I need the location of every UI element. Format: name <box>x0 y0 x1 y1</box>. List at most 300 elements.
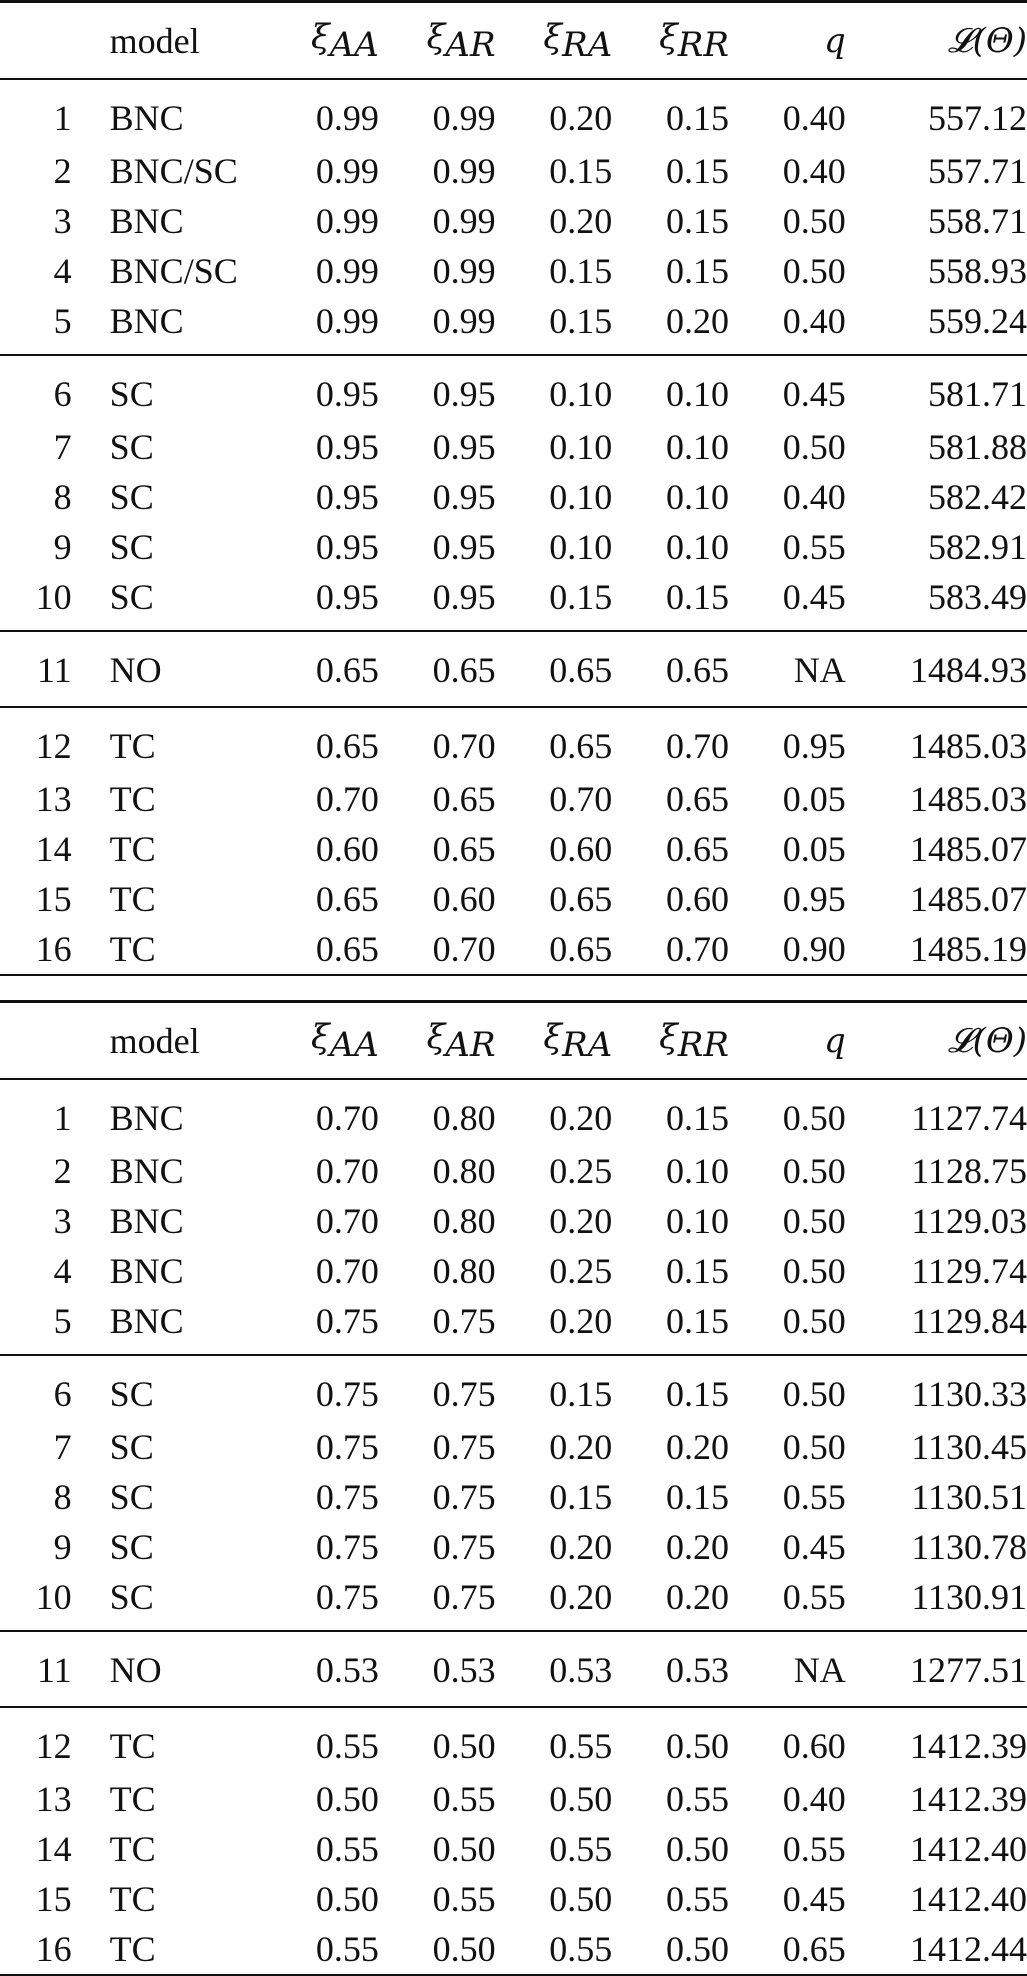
likelihood-column-header <box>846 1002 1027 1080</box>
xi-ar-cell: 0.75 <box>379 1296 496 1355</box>
xi-subscript: RR <box>677 1025 729 1066</box>
q-cell: 0.50 <box>782 1098 846 1139</box>
xi-rr-cell: 0.70 <box>666 726 729 767</box>
q-cell: 0.90 <box>729 924 846 975</box>
xi-rr-cell: 0.20 <box>612 1572 729 1631</box>
row-index-cell: 11 <box>0 1631 72 1707</box>
row-index-cell: 13 <box>35 1779 72 1820</box>
likelihood-cell: 1485.19 <box>846 924 1027 975</box>
xi-ar-cell: 0.95 <box>379 572 496 631</box>
xi-ar-cell: 0.55 <box>432 1779 496 1820</box>
xi-rr-column-header <box>612 2 729 80</box>
table-header-row <box>0 1002 1027 1080</box>
xi-aa-cell: 0.55 <box>315 1829 379 1870</box>
xi-ar-cell: 0.80 <box>432 1098 496 1139</box>
xi-symbol: ξ <box>311 17 330 57</box>
xi-ar-cell: 0.50 <box>432 1829 496 1870</box>
xi-symbol: ξ <box>543 17 563 57</box>
xi-aa-cell: 0.95 <box>315 427 379 468</box>
xi-subscript: AA <box>329 1025 379 1066</box>
xi-aa-cell: 0.75 <box>292 1296 379 1355</box>
model-cell: SC <box>109 427 154 468</box>
xi-ra-cell: 0.20 <box>496 1572 613 1631</box>
likelihood-cell: 557.12 <box>928 98 1027 139</box>
xi-aa-cell: 0.95 <box>315 477 379 518</box>
xi-aa-cell: 0.65 <box>292 924 379 975</box>
q-cell: 0.45 <box>782 1527 846 1568</box>
q-cell: 0.45 <box>729 572 846 631</box>
table-row <box>0 522 1027 572</box>
likelihood-cell: 1130.51 <box>911 1477 1027 1518</box>
xi-ra-cell: 0.10 <box>549 374 613 415</box>
model-cell: NO <box>72 1631 292 1707</box>
table-row <box>0 196 1027 246</box>
xi-rr-cell: 0.10 <box>666 427 729 468</box>
xi-ra-cell: 0.20 <box>549 1201 613 1242</box>
xi-rr-cell: 0.15 <box>666 251 729 292</box>
xi-rr-cell: 0.10 <box>666 477 729 518</box>
model-column-header: model <box>72 2 292 80</box>
q-cell: 0.50 <box>782 1374 846 1415</box>
xi-rr-cell: 0.50 <box>666 1726 729 1767</box>
xi-symbol: ξ <box>426 1017 446 1057</box>
likelihood-cell: 1127.74 <box>911 1098 1027 1139</box>
xi-symbol: ξ <box>311 1017 330 1057</box>
table-row <box>0 631 1027 707</box>
model-cell: BNC <box>109 1098 184 1139</box>
xi-ar-cell: 0.65 <box>432 779 496 820</box>
q-symbol: q <box>823 1021 846 1062</box>
likelihood-cell: 557.71 <box>928 151 1027 192</box>
xi-ar-cell: 0.95 <box>432 427 496 468</box>
model-column-header: model <box>72 1002 292 1080</box>
xi-ra-cell: 0.20 <box>549 1427 613 1468</box>
q-cell: 0.40 <box>729 296 846 355</box>
likelihood-cell: 581.71 <box>928 374 1027 415</box>
xi-ra-cell: 0.20 <box>549 1527 613 1568</box>
xi-rr-cell: 0.10 <box>666 1151 729 1192</box>
model-cell: SC <box>109 477 154 518</box>
table-row <box>0 1196 1027 1246</box>
q-cell: 0.05 <box>782 829 846 870</box>
model-cell: SC <box>72 1572 292 1631</box>
xi-aa-cell: 0.99 <box>292 296 379 355</box>
xi-rr-cell: 0.10 <box>666 1201 729 1242</box>
model-cell: TC <box>109 779 156 820</box>
row-index-cell: 5 <box>0 296 72 355</box>
table-row <box>0 874 1027 924</box>
model-cell: SC <box>109 1527 154 1568</box>
xi-ra-cell: 0.65 <box>549 726 613 767</box>
table-row <box>0 355 1027 422</box>
row-index-cell: 4 <box>53 251 72 292</box>
table-row <box>0 1422 1027 1472</box>
row-index-cell: 15 <box>35 879 72 920</box>
xi-ra-cell: 0.15 <box>549 251 613 292</box>
likelihood-cell: 1485.03 <box>910 779 1027 820</box>
table-row <box>0 1774 1027 1824</box>
q-cell: 0.50 <box>782 251 846 292</box>
likelihood-symbol: 𝓛(Θ) <box>947 1021 1027 1062</box>
xi-ar-cell: 0.65 <box>379 631 496 707</box>
row-index-cell: 7 <box>53 427 72 468</box>
xi-symbol: ξ <box>659 1017 678 1057</box>
xi-ra-cell: 0.15 <box>549 1477 613 1518</box>
xi-ra-cell: 0.50 <box>549 1879 613 1920</box>
q-cell: 0.65 <box>729 1924 846 1975</box>
xi-ar-cell: 0.75 <box>432 1527 496 1568</box>
row-index-cell: 8 <box>53 477 72 518</box>
table-row <box>0 1522 1027 1572</box>
likelihood-cell: 1129.84 <box>846 1296 1027 1355</box>
xi-ar-cell: 0.50 <box>379 1924 496 1975</box>
table-row <box>0 1572 1027 1631</box>
xi-aa-cell: 0.65 <box>315 726 379 767</box>
likelihood-cell: 1412.39 <box>910 1726 1027 1767</box>
xi-ra-cell: 0.20 <box>549 1098 613 1139</box>
xi-aa-cell: 0.75 <box>292 1572 379 1631</box>
model-cell: BNC/SC <box>109 251 238 292</box>
xi-ra-cell: 0.15 <box>496 296 613 355</box>
xi-ar-cell: 0.70 <box>432 726 496 767</box>
row-index-cell: 11 <box>0 631 72 707</box>
xi-ra-cell: 0.20 <box>496 1296 613 1355</box>
xi-rr-cell: 0.65 <box>666 779 729 820</box>
table-row <box>0 824 1027 874</box>
model-cell: TC <box>72 1924 292 1975</box>
likelihood-cell: 1412.40 <box>910 1879 1027 1920</box>
xi-ra-column-header <box>496 1002 613 1080</box>
xi-ra-cell: 0.55 <box>496 1924 613 1975</box>
table-row <box>0 707 1027 774</box>
model-cell: SC <box>109 1477 154 1518</box>
likelihood-cell: 558.71 <box>928 201 1027 242</box>
xi-ra-cell: 0.25 <box>549 1151 613 1192</box>
xi-ra-column-header <box>496 2 613 80</box>
table-row <box>0 472 1027 522</box>
q-cell: 0.50 <box>782 201 846 242</box>
xi-rr-cell: 0.15 <box>666 1374 729 1415</box>
model-cell: BNC <box>72 1296 292 1355</box>
xi-ar-column-header <box>379 1002 496 1080</box>
xi-aa-cell: 0.99 <box>315 251 379 292</box>
xi-ar-cell: 0.80 <box>432 1151 496 1192</box>
table-row <box>0 1707 1027 1774</box>
q-cell: 0.55 <box>782 1829 846 1870</box>
q-cell: 0.40 <box>782 98 846 139</box>
q-cell: 0.50 <box>782 1251 846 1292</box>
xi-aa-cell: 0.60 <box>315 829 379 870</box>
q-cell: 0.55 <box>782 527 846 568</box>
xi-ar-cell: 0.95 <box>432 527 496 568</box>
model-cell: TC <box>109 1829 156 1870</box>
xi-rr-column-header <box>612 1002 729 1080</box>
xi-subscript: AA <box>329 25 379 66</box>
likelihood-cell: 1484.93 <box>846 631 1027 707</box>
xi-ar-cell: 0.80 <box>432 1201 496 1242</box>
xi-aa-cell: 0.99 <box>315 151 379 192</box>
table-row <box>0 572 1027 631</box>
xi-ar-cell: 0.80 <box>432 1251 496 1292</box>
model-cell: TC <box>109 1726 156 1767</box>
row-index-cell: 5 <box>0 1296 72 1355</box>
xi-ar-cell: 0.95 <box>432 374 496 415</box>
likelihood-cell: 582.42 <box>928 477 1027 518</box>
q-cell: 0.45 <box>782 1879 846 1920</box>
xi-aa-cell: 0.53 <box>292 1631 379 1707</box>
model-cell: BNC <box>109 1201 184 1242</box>
results-table-2 <box>0 1000 1027 1976</box>
likelihood-cell: 1485.07 <box>910 879 1027 920</box>
model-cell: SC <box>109 374 154 415</box>
model-cell: BNC/SC <box>109 151 238 192</box>
xi-aa-cell: 0.95 <box>315 374 379 415</box>
xi-rr-cell: 0.15 <box>666 1098 729 1139</box>
model-cell: SC <box>109 1374 154 1415</box>
likelihood-symbol: 𝓛(Θ) <box>947 21 1027 62</box>
xi-rr-cell: 0.15 <box>612 572 729 631</box>
xi-ra-cell: 0.55 <box>549 1829 613 1870</box>
likelihood-cell: 1129.74 <box>911 1251 1027 1292</box>
q-cell: 0.50 <box>782 427 846 468</box>
results-table-1 <box>0 0 1027 976</box>
xi-aa-cell: 0.95 <box>292 572 379 631</box>
row-index-cell: 3 <box>53 201 72 242</box>
index-column-header <box>0 1002 72 1080</box>
xi-aa-cell: 0.75 <box>315 1374 379 1415</box>
table-row <box>0 246 1027 296</box>
xi-ra-cell: 0.20 <box>549 201 613 242</box>
row-index-cell: 10 <box>0 1572 72 1631</box>
xi-rr-cell: 0.20 <box>612 296 729 355</box>
likelihood-cell: 558.93 <box>928 251 1027 292</box>
xi-aa-cell: 0.55 <box>315 1726 379 1767</box>
xi-aa-cell: 0.70 <box>315 1098 379 1139</box>
xi-rr-cell: 0.53 <box>612 1631 729 1707</box>
row-index-cell: 6 <box>53 374 72 415</box>
xi-ar-cell: 0.99 <box>432 251 496 292</box>
model-cell: TC <box>109 1879 156 1920</box>
model-cell: BNC <box>109 201 184 242</box>
xi-rr-cell: 0.20 <box>666 1427 729 1468</box>
likelihood-cell: 559.24 <box>846 296 1027 355</box>
row-index-cell: 16 <box>0 924 72 975</box>
likelihood-cell: 1130.91 <box>846 1572 1027 1631</box>
q-column-header <box>729 2 846 80</box>
xi-ra-cell: 0.25 <box>549 1251 613 1292</box>
xi-ar-cell: 0.75 <box>379 1572 496 1631</box>
xi-subscript: RA <box>562 1025 613 1066</box>
xi-ra-cell: 0.70 <box>549 779 613 820</box>
xi-aa-cell: 0.65 <box>292 631 379 707</box>
model-cell: BNC <box>109 1251 184 1292</box>
q-cell: 0.55 <box>729 1572 846 1631</box>
xi-ar-cell: 0.99 <box>432 151 496 192</box>
xi-ar-cell: 0.75 <box>432 1477 496 1518</box>
row-index-cell: 2 <box>53 1151 72 1192</box>
xi-ar-cell: 0.99 <box>379 296 496 355</box>
model-cell: TC <box>72 924 292 975</box>
xi-symbol: ξ <box>659 17 678 57</box>
xi-aa-column-header <box>292 1002 379 1080</box>
likelihood-cell: 583.49 <box>846 572 1027 631</box>
xi-rr-cell: 0.50 <box>612 1924 729 1975</box>
row-index-cell: 15 <box>35 1879 72 1920</box>
table-row <box>0 1246 1027 1296</box>
q-cell: 0.50 <box>729 1296 846 1355</box>
xi-ra-cell: 0.10 <box>549 527 613 568</box>
xi-ra-cell: 0.60 <box>549 829 613 870</box>
model-cell: BNC <box>109 1151 184 1192</box>
xi-ar-cell: 0.60 <box>432 879 496 920</box>
xi-rr-cell: 0.65 <box>666 829 729 870</box>
likelihood-column-header <box>846 2 1027 80</box>
xi-aa-cell: 0.75 <box>315 1427 379 1468</box>
table-row <box>0 422 1027 472</box>
row-index-cell: 1 <box>53 1098 72 1139</box>
xi-rr-cell: 0.60 <box>666 879 729 920</box>
model-cell: BNC <box>72 296 292 355</box>
xi-ra-cell: 0.50 <box>549 1779 613 1820</box>
xi-ra-cell: 0.15 <box>549 1374 613 1415</box>
model-cell: TC <box>109 829 156 870</box>
q-cell: 0.50 <box>782 1201 846 1242</box>
xi-aa-cell: 0.95 <box>315 527 379 568</box>
q-cell: 0.55 <box>782 1477 846 1518</box>
table-row <box>0 924 1027 975</box>
xi-subscript: RA <box>562 25 613 66</box>
xi-aa-cell: 0.99 <box>315 201 379 242</box>
model-cell: SC <box>109 1427 154 1468</box>
table-row <box>0 774 1027 824</box>
row-index-cell: 6 <box>53 1374 72 1415</box>
likelihood-cell: 1130.33 <box>911 1374 1027 1415</box>
xi-symbol: ξ <box>543 1017 563 1057</box>
q-cell: NA <box>729 1631 846 1707</box>
table-row <box>0 1874 1027 1924</box>
xi-ar-cell: 0.65 <box>432 829 496 870</box>
q-cell: 0.95 <box>782 726 846 767</box>
xi-ra-cell: 0.15 <box>496 572 613 631</box>
xi-ra-cell: 0.53 <box>496 1631 613 1707</box>
xi-aa-cell: 0.55 <box>292 1924 379 1975</box>
row-index-cell: 1 <box>53 98 72 139</box>
xi-subscript: RR <box>677 25 729 66</box>
xi-ra-cell: 0.65 <box>496 631 613 707</box>
q-cell: 0.45 <box>782 374 846 415</box>
table-row <box>0 79 1027 146</box>
xi-rr-cell: 0.55 <box>666 1779 729 1820</box>
xi-aa-cell: 0.70 <box>315 1251 379 1292</box>
xi-rr-cell: 0.50 <box>666 1829 729 1870</box>
xi-ra-cell: 0.10 <box>549 427 613 468</box>
table-row <box>0 1079 1027 1146</box>
q-cell: 0.50 <box>782 1151 846 1192</box>
likelihood-cell: 1130.78 <box>911 1527 1027 1568</box>
xi-ra-cell: 0.20 <box>549 98 613 139</box>
likelihood-cell: 1130.45 <box>911 1427 1027 1468</box>
row-index-cell: 4 <box>53 1251 72 1292</box>
likelihood-cell: 1412.39 <box>910 1779 1027 1820</box>
xi-rr-cell: 0.15 <box>666 151 729 192</box>
model-cell: SC <box>72 572 292 631</box>
table-header-row <box>0 2 1027 80</box>
row-index-cell: 8 <box>53 1477 72 1518</box>
xi-rr-cell: 0.10 <box>666 374 729 415</box>
q-column-header <box>729 1002 846 1080</box>
xi-aa-cell: 0.50 <box>315 1879 379 1920</box>
xi-ra-cell: 0.65 <box>549 879 613 920</box>
xi-rr-cell: 0.15 <box>612 1296 729 1355</box>
table-row <box>0 1146 1027 1196</box>
likelihood-cell: 1277.51 <box>846 1631 1027 1707</box>
q-cell: NA <box>729 631 846 707</box>
xi-rr-cell: 0.65 <box>612 631 729 707</box>
model-cell: NO <box>72 631 292 707</box>
xi-ar-cell: 0.53 <box>379 1631 496 1707</box>
xi-ar-cell: 0.99 <box>432 98 496 139</box>
likelihood-cell: 1129.03 <box>911 1201 1027 1242</box>
q-cell: 0.95 <box>782 879 846 920</box>
likelihood-cell: 1485.03 <box>910 726 1027 767</box>
model-cell: TC <box>109 879 156 920</box>
xi-aa-cell: 0.99 <box>315 98 379 139</box>
row-index-cell: 2 <box>53 151 72 192</box>
xi-ra-cell: 0.65 <box>496 924 613 975</box>
row-index-cell: 7 <box>53 1427 72 1468</box>
table-row <box>0 1296 1027 1355</box>
likelihood-cell: 1412.44 <box>846 1924 1027 1975</box>
xi-ar-column-header <box>379 2 496 80</box>
row-index-cell: 9 <box>53 527 72 568</box>
index-column-header <box>0 2 72 80</box>
xi-ar-cell: 0.55 <box>432 1879 496 1920</box>
q-cell: 0.40 <box>782 477 846 518</box>
xi-rr-cell: 0.70 <box>612 924 729 975</box>
xi-rr-cell: 0.15 <box>666 1477 729 1518</box>
xi-aa-cell: 0.50 <box>315 1779 379 1820</box>
xi-aa-cell: 0.70 <box>315 1151 379 1192</box>
table-row <box>0 1631 1027 1707</box>
xi-ra-cell: 0.15 <box>549 151 613 192</box>
xi-rr-cell: 0.15 <box>666 201 729 242</box>
model-cell: SC <box>109 527 154 568</box>
xi-ra-cell: 0.10 <box>549 477 613 518</box>
model-cell: TC <box>109 1779 156 1820</box>
xi-ra-cell: 0.55 <box>549 1726 613 1767</box>
xi-aa-column-header <box>292 2 379 80</box>
q-symbol: q <box>823 21 846 62</box>
row-index-cell: 14 <box>35 829 72 870</box>
table-body <box>0 79 1027 975</box>
xi-rr-cell: 0.15 <box>666 1251 729 1292</box>
table-body <box>0 1079 1027 1975</box>
row-index-cell: 14 <box>35 1829 72 1870</box>
xi-subscript: AR <box>445 25 496 66</box>
model-cell: TC <box>109 726 156 767</box>
xi-subscript: AR <box>445 1025 496 1066</box>
q-cell: 0.05 <box>782 779 846 820</box>
xi-aa-cell: 0.75 <box>315 1527 379 1568</box>
likelihood-cell: 1412.40 <box>910 1829 1027 1870</box>
model-cell: BNC <box>109 98 184 139</box>
likelihood-cell: 1128.75 <box>911 1151 1027 1192</box>
q-cell: 0.40 <box>782 151 846 192</box>
table-row <box>0 1355 1027 1422</box>
xi-ar-cell: 0.75 <box>432 1374 496 1415</box>
xi-rr-cell: 0.15 <box>666 98 729 139</box>
row-index-cell: 16 <box>0 1924 72 1975</box>
